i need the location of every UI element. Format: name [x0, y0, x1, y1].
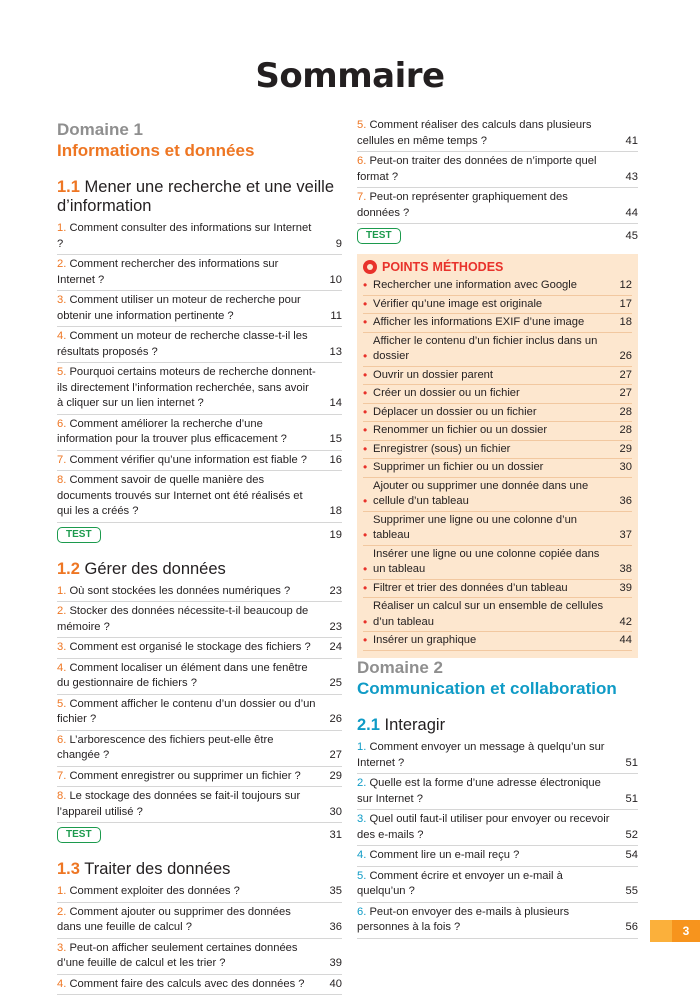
toc-entry[interactable]: [57, 697, 342, 731]
entry-title: Quel outil faut-il utiliser pour envoyer ou recevoir des e-mails ?: [357, 813, 610, 841]
entry-title: Comment rechercher des informations sur Internet ?: [57, 258, 279, 286]
entry-page: 54: [625, 849, 638, 861]
method-page: 37: [619, 529, 632, 541]
entry-number: 7.: [57, 453, 67, 466]
entry-title: L’arborescence des fichiers peut-elle être changée ?: [57, 733, 274, 761]
bullet-icon: •: [363, 296, 368, 311]
entry-page: 24: [329, 641, 342, 653]
entry-page: 41: [625, 134, 638, 147]
method-item[interactable]: [363, 581, 632, 599]
method-page: 36: [619, 495, 632, 507]
entry-text: [357, 848, 616, 864]
bullet-icon: •: [363, 562, 368, 576]
section-title: Traiter des données: [84, 860, 231, 878]
entry-text: [57, 293, 320, 324]
entry-title: Comment envoyer un message à quelqu’un sur Internet ?: [357, 741, 605, 769]
method-text: Supprimer une ligne ou une colonne d’un tableau: [373, 513, 578, 541]
entry-number: 2.: [57, 258, 67, 270]
entry-page: 13: [329, 345, 342, 358]
method-page: 27: [619, 387, 632, 399]
method-page: 28: [619, 405, 632, 418]
entry-title: Peut-on afficher seulement certaines données d’une feuille de calcul et les trier ?: [57, 941, 298, 969]
test-row: [357, 228, 638, 244]
section-title: Interagir: [384, 716, 446, 734]
method-text: Afficher les informations EXIF d’une image: [373, 316, 585, 328]
method-text: Filtrer et trier des données d’un tableau: [373, 581, 568, 594]
test-page: 19: [329, 528, 342, 541]
test-badge[interactable]: TEST: [57, 527, 101, 543]
entry-page: 23: [329, 620, 342, 633]
entry-number: 6.: [357, 905, 367, 918]
method-page: 18: [619, 316, 632, 328]
entry-number: 3.: [57, 641, 67, 653]
domain-2-label: Domaine 2: [357, 658, 443, 677]
method-page: 26: [619, 350, 632, 362]
method-text: Vérifier qu’une image est originale: [373, 297, 543, 310]
entry-page: 29: [329, 769, 342, 782]
bullet-icon: •: [363, 386, 368, 400]
method-page: 28: [619, 424, 632, 436]
entry-number: 8.: [57, 474, 67, 486]
entry-text: [57, 661, 320, 692]
entry-text: [57, 977, 320, 993]
test-row: [57, 827, 342, 843]
domain-1-label: Domaine 1: [57, 120, 143, 139]
entry-text: [57, 733, 320, 764]
methods-title-word2: MÉTHODES: [432, 260, 504, 274]
entry-page: 39: [329, 957, 342, 969]
page-title: Sommaire: [255, 56, 445, 96]
test-badge[interactable]: TEST: [57, 827, 101, 843]
method-text: Enregistrer (sous) un fichier: [373, 442, 511, 455]
entry-page: 10: [329, 273, 342, 286]
entry-text: [57, 473, 320, 520]
entry-text: [57, 221, 320, 252]
section-heading: [57, 860, 342, 879]
entry-text: [57, 640, 320, 656]
method-text: Renommer un fichier ou un dossier: [373, 424, 548, 436]
section-title: Gérer des données: [84, 559, 226, 578]
toc-entry[interactable]: [57, 221, 342, 255]
section-heading: [357, 716, 638, 735]
bullet-icon: •: [363, 367, 368, 382]
method-item[interactable]: [363, 513, 632, 546]
toc-entry[interactable]: [357, 118, 638, 152]
method-item[interactable]: [363, 442, 632, 460]
method-item[interactable]: [363, 547, 632, 580]
entry-title: Comment est organisé le stockage des fichiers ?: [69, 641, 311, 653]
method-item[interactable]: [363, 334, 632, 367]
entry-text: [57, 884, 320, 900]
section-number: 2.1: [357, 716, 380, 734]
entry-page: 36: [329, 921, 342, 933]
method-page: 30: [619, 461, 632, 473]
method-page: 29: [619, 442, 632, 455]
entry-title: Comment écrire et envoyer un e-mail à quelqu’un ?: [357, 869, 563, 897]
entry-title: Comment consulter des informations sur Internet ?: [57, 222, 312, 250]
section-title: Mener une recherche et une veille d’information: [57, 178, 335, 215]
toc-entry[interactable]: [357, 848, 638, 867]
section-heading: [57, 560, 342, 579]
bullet-icon: •: [363, 349, 368, 363]
test-row: [57, 527, 342, 543]
entry-page: 44: [625, 206, 638, 219]
section-number: 1.2: [57, 559, 80, 578]
method-text: Rechercher une information avec Google: [373, 279, 577, 291]
entry-text: [57, 584, 320, 600]
method-text: Supprimer un fichier ou un dossier: [373, 461, 544, 473]
entry-title: Comment lire un e-mail reçu ?: [369, 849, 520, 861]
toc-entry[interactable]: [357, 740, 638, 774]
toc-entry[interactable]: [57, 941, 342, 975]
toc-entry[interactable]: [57, 453, 342, 472]
entry-title: Stocker des données nécessite-t-il beaucoup de mémoire ?: [57, 605, 309, 633]
test-badge[interactable]: TEST: [357, 228, 401, 244]
method-page: 27: [619, 368, 632, 381]
left-column: [57, 120, 342, 997]
entry-page: 55: [625, 885, 638, 897]
toc-entry[interactable]: [357, 869, 638, 903]
method-item[interactable]: [363, 599, 632, 632]
entry-number: 2.: [57, 905, 67, 918]
entry-number: 3.: [57, 941, 67, 954]
bullet-icon: •: [363, 278, 368, 292]
bullet-icon: •: [363, 460, 368, 474]
entry-text: [57, 604, 320, 635]
page-number-tab: [650, 920, 700, 942]
method-item[interactable]: [363, 405, 632, 423]
entry-number: 5.: [57, 366, 67, 378]
entry-page: 52: [625, 828, 638, 841]
entry-page: 40: [329, 977, 342, 990]
bullet-icon: •: [363, 315, 368, 329]
toc-entry[interactable]: [57, 905, 342, 939]
entry-number: 3.: [357, 813, 367, 825]
section-number: 1.3: [57, 860, 80, 878]
entry-number: 8.: [57, 790, 67, 802]
entry-page: 25: [329, 677, 342, 689]
toc-entry[interactable]: [357, 812, 638, 846]
entry-title: Quelle est la forme d’une adresse électronique sur Internet ?: [357, 777, 601, 805]
entry-text: [357, 118, 616, 149]
bullet-icon: •: [363, 633, 368, 647]
entry-text: [357, 190, 616, 221]
entry-text: [57, 769, 320, 785]
entry-number: 5.: [357, 119, 367, 131]
entry-title: Comment savoir de quelle manière des documents trouvés sur Internet ont été réalisés et qui les a créés ?: [57, 474, 303, 517]
entry-page: 51: [625, 756, 638, 769]
bullet-icon: •: [363, 494, 368, 508]
method-text: Afficher le contenu d’un fichier inclus dans un dossier: [373, 334, 598, 362]
entry-text: [57, 329, 320, 360]
toc-entry[interactable]: [57, 661, 342, 695]
entry-page: 11: [330, 309, 342, 322]
entry-number: 5.: [57, 697, 67, 710]
bullet-icon: •: [363, 528, 368, 542]
toc-entry[interactable]: [357, 905, 638, 939]
entry-number: 2.: [357, 777, 367, 789]
entry-title: Comment faire des calculs avec des données ?: [69, 977, 305, 990]
entry-text: [57, 453, 320, 469]
entry-text: [57, 417, 320, 448]
method-item[interactable]: [363, 386, 632, 404]
entry-text: [357, 869, 616, 900]
entry-number: 4.: [57, 661, 67, 674]
entry-number: 1.: [357, 741, 367, 753]
toc-entry[interactable]: [57, 640, 342, 659]
bullet-icon: •: [363, 580, 368, 595]
toc-entry[interactable]: [57, 604, 342, 638]
entry-text: [57, 257, 320, 288]
method-item[interactable]: [363, 297, 632, 315]
toc-entry[interactable]: [57, 584, 342, 603]
method-item[interactable]: [363, 423, 632, 441]
entry-number: 6.: [57, 733, 67, 746]
method-text: Déplacer un dossier ou un fichier: [373, 405, 537, 418]
entry-title: Comment vérifier qu’une information est fiable ?: [69, 453, 307, 466]
toc-entry[interactable]: [357, 776, 638, 810]
methods-header: [363, 260, 632, 274]
entry-number: 4.: [57, 330, 67, 342]
bullet-icon: •: [363, 614, 368, 629]
entry-page: 18: [329, 505, 342, 517]
entry-title: Comment localiser un élément dans une fenêtre du gestionnaire de fichiers ?: [57, 661, 308, 689]
toc-entry[interactable]: [57, 884, 342, 903]
entry-title: Peut-on représenter graphiquement des données ?: [357, 191, 568, 219]
method-text: Réaliser un calcul sur un ensemble de cellules d’un tableau: [373, 600, 604, 628]
toc-entry[interactable]: [57, 789, 342, 823]
entry-page: 23: [329, 584, 342, 597]
entry-number: 1.: [57, 584, 67, 597]
entry-number: 1.: [57, 222, 67, 234]
entry-text: [57, 697, 320, 728]
entry-text: [57, 365, 320, 412]
entry-page: 26: [329, 713, 342, 725]
gear-icon: [363, 260, 377, 274]
method-page: 44: [619, 634, 632, 646]
method-item[interactable]: [363, 278, 632, 296]
entry-page: 16: [329, 453, 342, 466]
entry-title: Comment réaliser des calculs dans plusieurs cellules en même temps ?: [357, 119, 592, 147]
toc-entry[interactable]: [57, 257, 342, 291]
method-text: Insérer un graphique: [373, 634, 477, 646]
entry-page: 51: [625, 792, 638, 805]
entry-title: Comment un moteur de recherche classe-t-il les résultats proposés ?: [57, 330, 308, 358]
entry-page: 43: [625, 170, 638, 183]
bullet-icon: •: [363, 441, 368, 456]
entry-number: 1.: [57, 885, 67, 897]
bullet-icon: •: [363, 404, 368, 419]
domain-1-title: Informations et données: [57, 141, 255, 160]
entry-title: Le stockage des données se fait-il toujours sur l’appareil utilisé ?: [57, 790, 301, 818]
entry-page: 14: [329, 397, 342, 409]
entry-page: 9: [335, 237, 342, 250]
toc-entry[interactable]: [57, 733, 342, 767]
entry-number: 7.: [57, 769, 67, 782]
entry-title: Comment utiliser un moteur de recherche pour obtenir une information pertinente ?: [57, 294, 301, 322]
method-text: Créer un dossier ou un fichier: [373, 387, 520, 399]
entry-title: Comment améliorer la recherche d’une information pour la trouver plus efficacement ?: [57, 417, 287, 445]
section-number: 1.1: [57, 178, 80, 196]
domain-2-title: Communication et collaboration: [357, 679, 617, 698]
entry-number: 3.: [57, 294, 67, 306]
entry-number: 2.: [57, 605, 67, 617]
toc-entry[interactable]: [57, 365, 342, 415]
entry-text: [357, 776, 616, 807]
entry-title: Comment afficher le contenu d’un dossier ou d’un fichier ?: [57, 697, 316, 725]
method-text: Ajouter ou supprimer une donnée dans une cellule d’un tableau: [373, 479, 589, 507]
entry-title: Comment exploiter des données ?: [69, 885, 240, 897]
method-page: 12: [619, 279, 632, 291]
entry-text: [357, 812, 616, 843]
entry-title: Pourquoi certains moteurs de recherche donnent-ils directement l’information recherchée, sans avoir à cliquer sur un lien internet ?: [57, 366, 316, 409]
method-page: 38: [619, 563, 632, 575]
methods-title-word1: POINTS: [382, 260, 429, 274]
entry-number: 6.: [57, 417, 67, 430]
page-number: 3: [672, 920, 700, 942]
right-column: [357, 118, 638, 658]
toc-entry[interactable]: [57, 473, 342, 523]
toc-entry[interactable]: [357, 190, 638, 224]
toc-entry[interactable]: [57, 329, 342, 363]
entry-text: [57, 789, 320, 820]
entry-page: 35: [329, 885, 342, 897]
method-item[interactable]: [363, 368, 632, 386]
entry-page: 56: [625, 921, 638, 933]
test-page: 45: [625, 230, 638, 242]
entry-title: Comment ajouter ou supprimer des données dans une feuille de calcul ?: [57, 905, 291, 933]
entry-title: Peut-on traiter des données de n’importe quel format ?: [357, 155, 597, 183]
section-heading: [57, 178, 342, 216]
method-page: 17: [619, 297, 632, 310]
toc-entry[interactable]: [57, 417, 342, 451]
entry-text: [357, 905, 616, 936]
methods-box: [357, 254, 638, 658]
entry-page: 30: [329, 805, 342, 818]
entry-title: Comment enregistrer ou supprimer un fichier ?: [69, 769, 301, 782]
method-item[interactable]: [363, 633, 632, 651]
test-page: 31: [329, 829, 342, 841]
method-page: 39: [619, 581, 632, 594]
entry-text: [57, 941, 320, 972]
entry-title: Peut-on envoyer des e-mails à plusieurs personnes à la fois ?: [357, 905, 570, 933]
method-item[interactable]: [363, 479, 632, 512]
entry-title: Où sont stockées les données numériques ?: [69, 584, 291, 597]
entry-number: 6.: [357, 155, 367, 167]
entry-page: 15: [329, 433, 342, 445]
toc-entry[interactable]: [57, 977, 342, 996]
toc-entry[interactable]: [57, 769, 342, 788]
entry-number: 5.: [357, 869, 367, 882]
entry-text: [357, 740, 616, 771]
bullet-icon: •: [363, 423, 368, 437]
entry-number: 7.: [357, 191, 367, 203]
entry-number: 4.: [357, 849, 367, 861]
method-text: Ouvrir un dossier parent: [373, 368, 494, 381]
toc-entry[interactable]: [357, 154, 638, 188]
domain-2: [357, 658, 638, 941]
entry-page: 27: [329, 749, 342, 761]
method-item[interactable]: [363, 460, 632, 478]
entry-number: 4.: [57, 977, 67, 990]
method-text: Insérer une ligne ou une colonne copiée dans un tableau: [373, 547, 600, 575]
entry-text: [57, 905, 320, 936]
method-page: 42: [619, 615, 632, 628]
method-item[interactable]: [363, 315, 632, 333]
toc-entry[interactable]: [57, 293, 342, 327]
entry-text: [357, 154, 616, 185]
